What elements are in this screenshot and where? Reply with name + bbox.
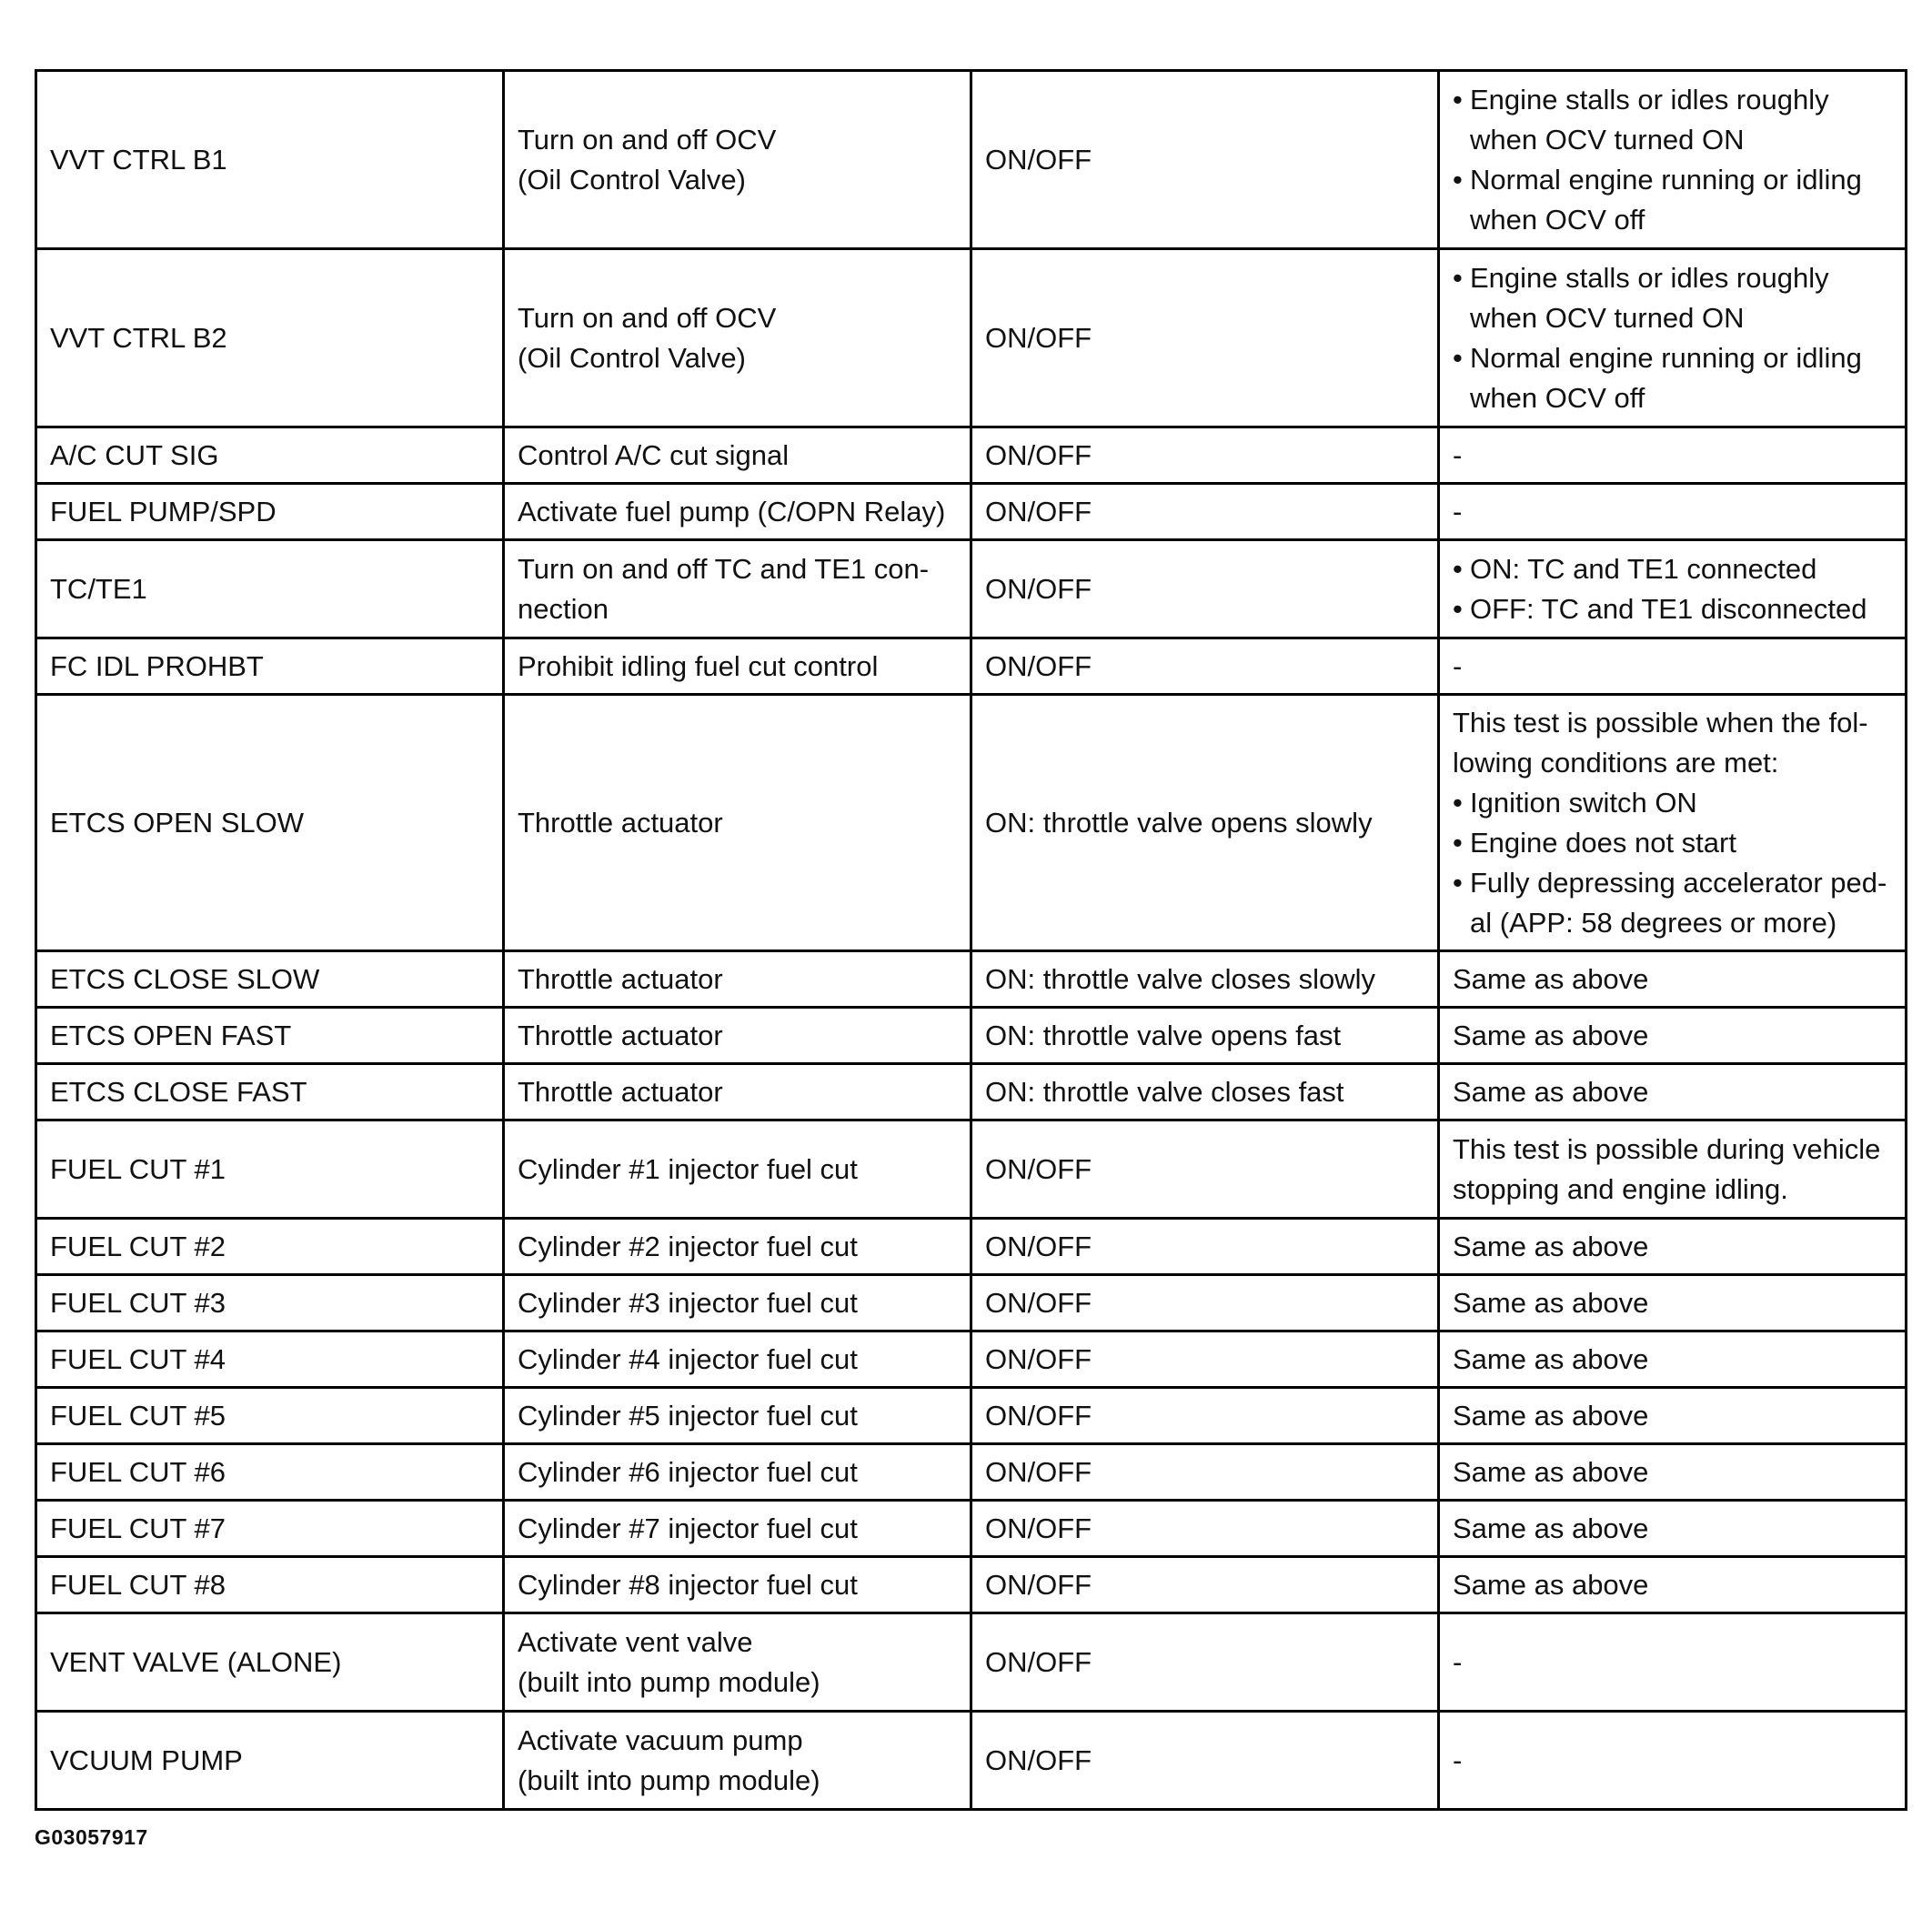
table-body [36,71,1907,1810]
diagnostic-note-cell: Same as above [1439,1388,1907,1444]
note-intro-line: lowing conditions are met: [1453,746,1779,779]
control-cell [504,1064,971,1120]
control-range-cell: ON/OFF [971,71,1439,249]
control-cell [504,1613,971,1712]
control-cell [504,1331,971,1388]
diagnostic-note-cell: - [1439,484,1907,540]
control-line: (built into pump module) [518,1665,820,1698]
control-cell [504,1008,971,1064]
diagnostic-note-cell [1439,1120,1907,1219]
diagnostic-note-cell: Same as above [1439,951,1907,1008]
diagnostic-note-cell: Same as above [1439,1064,1907,1120]
note-bullet-item [1453,589,1892,629]
note-bullet-line: • OFF: TC and TE1 disconnected [1470,592,1867,625]
table-row [36,638,1907,695]
figure-code: G03057917 [35,1825,148,1849]
note-bullet-line: when OCV turned ON [1470,123,1745,156]
diagnostic-note-cell: Same as above [1439,1219,1907,1275]
table-row [36,249,1907,427]
control-line: Cylinder #1 injector fuel cut [518,1152,858,1185]
control-line: Cylinder #5 injector fuel cut [518,1399,858,1432]
table-row [36,1064,1907,1120]
table-row [36,1501,1907,1557]
test-item-cell: FUEL CUT #5 [36,1388,504,1444]
control-cell [504,695,971,951]
note-bullet-item [1453,783,1892,823]
control-line: Cylinder #2 injector fuel cut [518,1230,858,1262]
control-line: Activate vent valve [518,1625,753,1658]
control-line: Throttle actuator [518,1019,723,1051]
table-row [36,695,1907,951]
note-bullet-list [1453,549,1892,629]
control-line: Throttle actuator [518,962,723,995]
table-row [36,1613,1907,1712]
control-cell [504,1712,971,1810]
table-row [36,1008,1907,1064]
diagnostic-note-cell: Same as above [1439,1557,1907,1613]
control-range-cell: ON/OFF [971,1388,1439,1444]
control-range-cell: ON/OFF [971,1613,1439,1712]
note-bullet-list [1453,258,1892,418]
table-row [36,1219,1907,1275]
note-bullet-item [1453,823,1892,863]
control-line: Cylinder #3 injector fuel cut [518,1286,858,1319]
note-bullet-list [1453,80,1892,240]
diagnostic-note-cell: Same as above [1439,1008,1907,1064]
diagnostic-note-cell [1439,71,1907,249]
test-item-cell: TC/TE1 [36,540,504,638]
test-item-cell: ETCS OPEN FAST [36,1008,504,1064]
control-range-cell: ON/OFF [971,249,1439,427]
table-row [36,1331,1907,1388]
diagnostic-note-cell: - [1439,638,1907,695]
control-range-cell: ON/OFF [971,484,1439,540]
diagnostic-note-cell [1439,249,1907,427]
control-line: Turn on and off OCV [518,123,777,156]
control-line: Cylinder #8 injector fuel cut [518,1568,858,1601]
note-bullet-line: • Engine stalls or idles roughly [1470,261,1829,294]
test-item-cell: A/C CUT SIG [36,427,504,484]
test-item-cell: FUEL CUT #1 [36,1120,504,1219]
control-line: Cylinder #4 injector fuel cut [518,1342,858,1375]
control-range-cell: ON/OFF [971,427,1439,484]
note-intro-line: This test is possible when the fol- [1453,706,1868,738]
control-cell [504,484,971,540]
note-bullet-item [1453,338,1892,418]
test-item-cell: VVT CTRL B1 [36,71,504,249]
test-item-cell: FUEL CUT #3 [36,1275,504,1331]
control-line: Cylinder #6 injector fuel cut [518,1455,858,1488]
control-line: Turn on and off OCV [518,301,777,334]
note-bullet-line: • Engine stalls or idles roughly [1470,83,1829,116]
control-line: Throttle actuator [518,806,723,839]
table-row [36,951,1907,1008]
control-range-cell: ON/OFF [971,1219,1439,1275]
control-range-cell: ON/OFF [971,1501,1439,1557]
note-bullet-item [1453,258,1892,338]
test-item-cell: ETCS CLOSE SLOW [36,951,504,1008]
test-item-cell: FUEL PUMP/SPD [36,484,504,540]
control-cell [504,951,971,1008]
control-cell [504,427,971,484]
note-line: stopping and engine idling. [1453,1172,1788,1205]
control-range-cell: ON/OFF [971,1557,1439,1613]
note-line: This test is possible during vehicle [1453,1132,1881,1165]
table-row [36,484,1907,540]
note-bullet-line: • Normal engine running or idling [1470,163,1862,196]
diagnostic-note-cell: - [1439,1712,1907,1810]
note-bullet-item [1453,80,1892,160]
test-item-cell: ETCS OPEN SLOW [36,695,504,951]
note-bullet-line: when OCV turned ON [1470,301,1745,334]
test-item-cell: FC IDL PROHBT [36,638,504,695]
control-line: Activate fuel pump (C/OPN Relay) [518,495,946,527]
note-bullet-item [1453,160,1892,240]
table-row [36,71,1907,249]
table-row [36,427,1907,484]
control-range-cell: ON: throttle valve opens fast [971,1008,1439,1064]
control-line: Throttle actuator [518,1075,723,1108]
control-cell [504,71,971,249]
test-item-cell: FUEL CUT #2 [36,1219,504,1275]
diagnostic-note-cell: - [1439,427,1907,484]
note-bullet-item [1453,549,1892,589]
table-row [36,1120,1907,1219]
note-bullet-line: • ON: TC and TE1 connected [1470,552,1817,585]
table-row [36,1712,1907,1810]
active-test-table [35,69,1907,1811]
control-range-cell: ON: throttle valve closes slowly [971,951,1439,1008]
control-line: Turn on and off TC and TE1 con- [518,552,930,585]
control-line: Control A/C cut signal [518,438,790,471]
control-line: Cylinder #7 injector fuel cut [518,1512,858,1544]
test-item-cell: ETCS CLOSE FAST [36,1064,504,1120]
note-bullet-line: • Engine does not start [1470,826,1736,859]
test-item-cell: VVT CTRL B2 [36,249,504,427]
diagnostic-note-cell: Same as above [1439,1444,1907,1501]
control-line: Prohibit idling fuel cut control [518,649,879,682]
table-row [36,1388,1907,1444]
table-row [36,1275,1907,1331]
control-line: (Oil Control Valve) [518,163,746,196]
note-bullet-line: • Fully depressing accelerator ped- [1470,866,1887,899]
note-bullet-line: • Normal engine running or idling [1470,341,1862,374]
note-bullet-list [1453,783,1892,943]
note-bullet-line: al (APP: 58 degrees or more) [1470,906,1837,939]
diagnostic-note-cell: Same as above [1439,1275,1907,1331]
control-line: nection [518,592,609,625]
control-range-cell: ON: throttle valve opens slowly [971,695,1439,951]
diagnostic-note-cell [1439,695,1907,951]
control-cell [504,1120,971,1219]
control-range-cell: ON/OFF [971,638,1439,695]
test-item-cell: FUEL CUT #7 [36,1501,504,1557]
table-row [36,1557,1907,1613]
control-cell [504,540,971,638]
control-range-cell: ON/OFF [971,1275,1439,1331]
control-cell [504,1444,971,1501]
table-row [36,1444,1907,1501]
control-cell [504,1501,971,1557]
control-cell [504,1219,971,1275]
table-row [36,540,1907,638]
diagnostic-note-cell: - [1439,1613,1907,1712]
test-item-cell: FUEL CUT #6 [36,1444,504,1501]
control-range-cell: ON/OFF [971,1331,1439,1388]
control-range-cell: ON/OFF [971,540,1439,638]
test-item-cell: VENT VALVE (ALONE) [36,1613,504,1712]
control-cell [504,1388,971,1444]
control-line: (built into pump module) [518,1763,820,1796]
control-line: (Oil Control Valve) [518,341,746,374]
diagnostic-note-cell: Same as above [1439,1331,1907,1388]
note-bullet-line: when OCV off [1470,381,1645,414]
control-range-cell: ON/OFF [971,1444,1439,1501]
control-cell [504,638,971,695]
control-line: Activate vacuum pump [518,1723,803,1756]
control-range-cell: ON: throttle valve closes fast [971,1064,1439,1120]
control-cell [504,249,971,427]
diagnostic-note-cell: Same as above [1439,1501,1907,1557]
test-item-cell: FUEL CUT #8 [36,1557,504,1613]
control-range-cell: ON/OFF [971,1120,1439,1219]
control-cell [504,1557,971,1613]
note-bullet-line: when OCV off [1470,203,1645,236]
control-cell [504,1275,971,1331]
diagnostic-note-cell [1439,540,1907,638]
note-bullet-item [1453,863,1892,943]
test-item-cell: VCUUM PUMP [36,1712,504,1810]
control-range-cell: ON/OFF [971,1712,1439,1810]
test-item-cell: FUEL CUT #4 [36,1331,504,1388]
note-bullet-line: • Ignition switch ON [1470,786,1697,819]
